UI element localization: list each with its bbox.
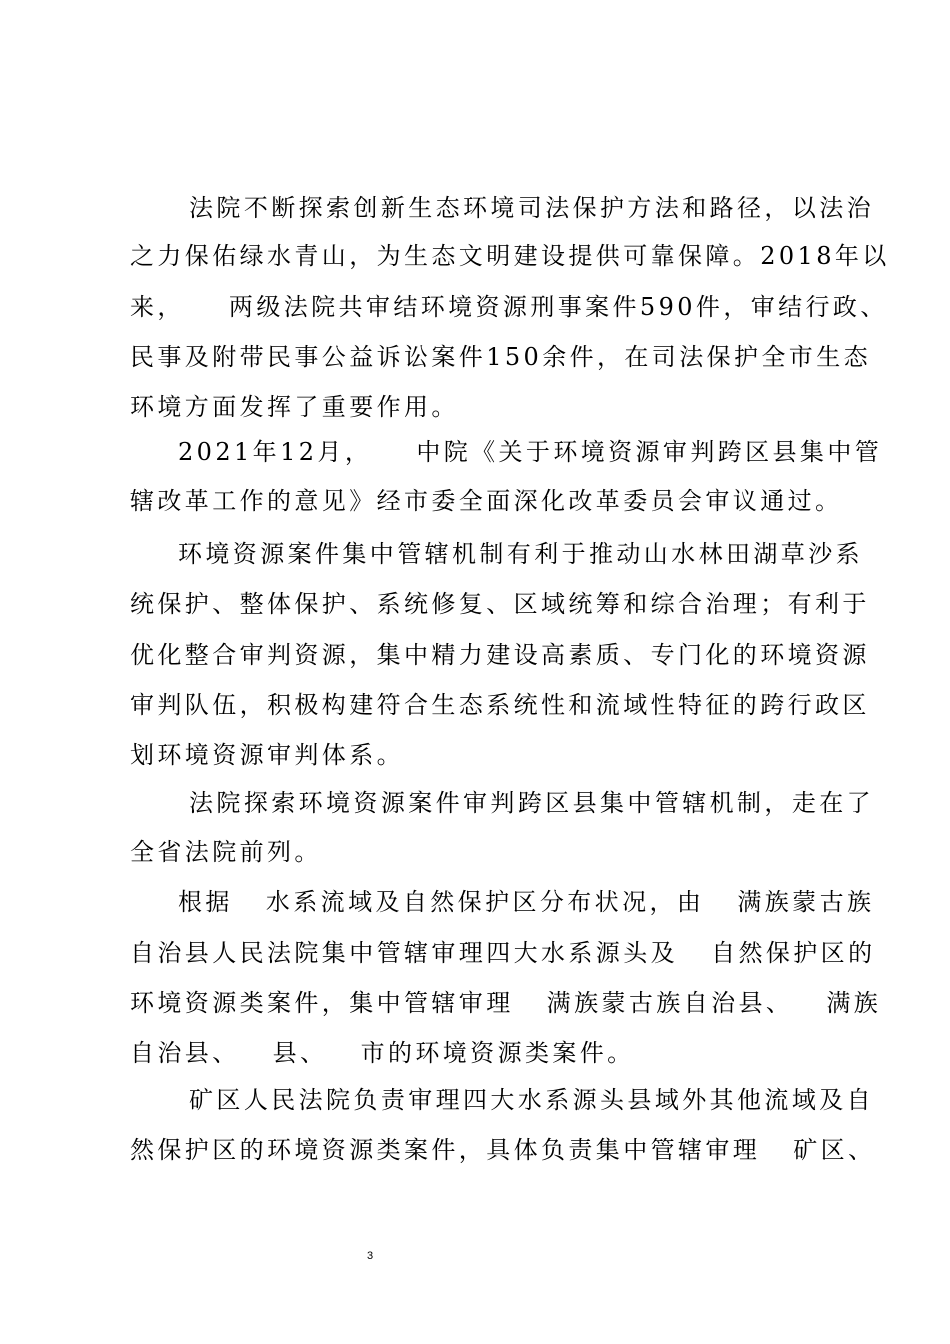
paragraph-3-line-5: 划环境资源审判体系。 <box>130 741 404 769</box>
paragraph-4-line-2: 全省法院前列。 <box>130 838 322 866</box>
paragraph-1-line-5: 环境方面发挥了重要作用。 <box>130 393 459 421</box>
paragraph-4-line-1: 法院探索环境资源案件审判跨区县集中管辖机制，走在了 <box>178 789 875 817</box>
paragraph-5-line-2: 自治县人民法院集中管辖审理四大水系源头及 自然保护区的 <box>130 939 876 967</box>
paragraph-3-line-4: 审判队伍，积极构建符合生态系统性和流域性特征的跨行政区 <box>130 691 870 719</box>
paragraph-5-line-4: 自治县、 县、 市的环境资源类案件。 <box>130 1039 635 1067</box>
paragraph-3-line-3: 优化整合审判资源，集中精力建设高素质、专门化的环境资源 <box>130 641 870 669</box>
paragraph-1-line-3: 来， 两级法院共审结环境资源刑事案件590件，审结行政、 <box>130 293 888 321</box>
page-number: 3 <box>366 1250 374 1262</box>
paragraph-3-line-1: 环境资源案件集中管辖机制有利于推动山水林田湖草沙系 <box>178 540 863 568</box>
paragraph-1-line-2: 之力保佑绿水青山，为生态文明建设提供可靠保障。2018年以 <box>130 242 890 270</box>
paragraph-2-line-2: 辖改革工作的意见》经市委全面深化改革委员会审议通过。 <box>130 487 843 515</box>
paragraph-1-line-1: 法院不断探索创新生态环境司法保护方法和路径，以法治 <box>178 194 875 222</box>
paragraph-1-line-4: 民事及附带民事公益诉讼案件150余件，在司法保护全市生态 <box>130 343 872 371</box>
paragraph-6-line-2: 然保护区的环境资源类案件，具体负责集中管辖审理 矿区、 <box>130 1136 876 1164</box>
paragraph-5-line-3: 环境资源类案件，集中管辖审理 满族蒙古族自治县、 满族 <box>130 989 882 1017</box>
paragraph-2-line-1: 2021年12月， 中院《关于环境资源审判跨区县集中管 <box>178 438 883 466</box>
paragraph-3-line-2: 统保护、整体保护、系统修复、区域统筹和综合治理；有利于 <box>130 590 870 618</box>
paragraph-5-line-1: 根据 水系流域及自然保护区分布状况，由 满族蒙古族 <box>178 888 875 916</box>
paragraph-6-line-1: 矿区人民法院负责审理四大水系源头县域外其他流域及自 <box>178 1086 875 1114</box>
